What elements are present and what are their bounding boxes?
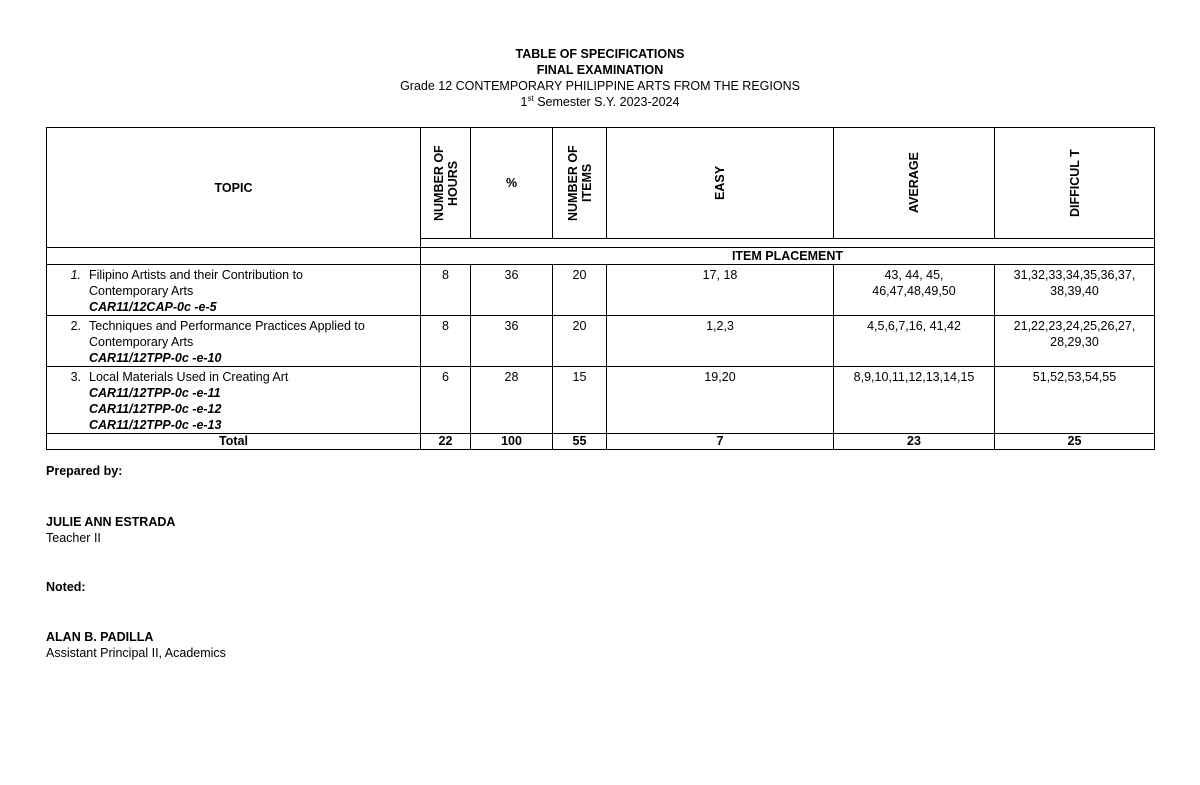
hours-cell: 8 <box>421 316 471 367</box>
col-topic: TOPIC <box>47 128 421 248</box>
doc-title: TABLE OF SPECIFICATIONS <box>515 47 685 61</box>
easy-cell: 19,20 <box>607 367 834 434</box>
semester-suffix: st <box>527 93 534 103</box>
col-difficult <box>995 128 1155 239</box>
average-cell <box>834 316 995 367</box>
col-easy-label: EASY <box>713 165 727 201</box>
difficult-line: 21,22,23,24,25,26,27, <box>1013 319 1136 333</box>
item-placement-row <box>47 248 1155 265</box>
col-easy <box>607 128 834 239</box>
difficult-cell <box>995 265 1155 316</box>
topic-number: 3. <box>70 370 81 384</box>
specifications-table <box>46 127 1155 450</box>
document-header <box>0 46 1200 110</box>
blank-topic-cell <box>47 248 421 265</box>
noted-label: Noted: <box>46 580 86 594</box>
col-difficult-label: DIFFICUL T <box>1067 149 1082 217</box>
difficult-line: 31,32,33,34,35,36,37, <box>1013 268 1136 282</box>
col-items-label: NUMBER OF ITEMS <box>565 145 594 221</box>
competency-code: CAR11/12TPP-0c -e-10 <box>89 351 222 365</box>
topic-title-cont: Contemporary Arts <box>89 284 194 298</box>
total-label: Total <box>47 434 421 450</box>
hours-cell: 8 <box>421 265 471 316</box>
total-average: 23 <box>834 434 995 450</box>
total-difficult: 25 <box>995 434 1155 450</box>
hours-cell: 6 <box>421 367 471 434</box>
prepared-by-label: Prepared by: <box>46 464 123 478</box>
average-cell: 8,9,10,11,12,13,14,15 <box>834 367 995 434</box>
difficult-cell: 51,52,53,54,55 <box>995 367 1155 434</box>
difficult-cell <box>995 316 1155 367</box>
total-hours: 22 <box>421 434 471 450</box>
table-row <box>47 316 1155 367</box>
average-line: 43, 44, 45, <box>884 268 944 282</box>
noter-name: ALAN B. PADILLA <box>46 630 154 644</box>
competency-code: CAR11/12TPP-0c -e-12 <box>89 402 222 416</box>
percent-cell: 36 <box>471 265 553 316</box>
table-row <box>47 367 1155 434</box>
topic-cell <box>47 265 421 316</box>
topic-title: Filipino Artists and their Contribution to <box>89 268 303 282</box>
exam-title: FINAL EXAMINATION <box>536 63 664 77</box>
topic-cell <box>47 367 421 434</box>
topic-number: 1. <box>70 268 81 282</box>
noter-title: Assistant Principal II, Academics <box>46 646 226 660</box>
total-items: 55 <box>553 434 607 450</box>
spacer-cell <box>421 239 1155 248</box>
average-line: 4,5,6,7,16, 41,42 <box>867 319 961 333</box>
topic-title: Techniques and Performance Practices Applied to <box>89 319 365 333</box>
items-cell: 20 <box>553 316 607 367</box>
semester-ordinal: 1 <box>520 95 528 109</box>
total-row <box>47 434 1155 450</box>
difficult-line: 28,29,30 <box>1050 335 1099 349</box>
easy-cell: 17, 18 <box>607 265 834 316</box>
competency-code: CAR11/12TPP-0c -e-13 <box>89 418 222 432</box>
total-percent: 100 <box>471 434 553 450</box>
semester-line <box>0 94 1200 110</box>
preparer-title: Teacher II <box>46 531 101 545</box>
col-items <box>553 128 607 239</box>
percent-cell: 28 <box>471 367 553 434</box>
competency-code: CAR11/12CAP-0c -e-5 <box>89 300 217 314</box>
easy-cell: 1,2,3 <box>607 316 834 367</box>
total-easy: 7 <box>607 434 834 450</box>
topic-number: 2. <box>70 319 81 333</box>
col-average-label: AVERAGE <box>907 152 921 214</box>
table-row <box>47 265 1155 316</box>
col-average <box>834 128 995 239</box>
col-percent: % <box>471 128 553 239</box>
col-hours <box>421 128 471 239</box>
item-placement-label: ITEM PLACEMENT <box>421 248 1155 265</box>
preparer-name: JULIE ANN ESTRADA <box>46 515 176 529</box>
topic-title-cont: Contemporary Arts <box>89 335 194 349</box>
average-cell <box>834 265 995 316</box>
percent-cell: 36 <box>471 316 553 367</box>
average-line: 46,47,48,49,50 <box>872 284 956 298</box>
difficult-line: 38,39,40 <box>1050 284 1099 298</box>
topic-title: Local Materials Used in Creating Art <box>89 370 289 384</box>
topic-cell <box>47 316 421 367</box>
semester-rest: Semester S.Y. 2023-2024 <box>533 95 680 109</box>
items-cell: 20 <box>553 265 607 316</box>
items-cell: 15 <box>553 367 607 434</box>
competency-code: CAR11/12TPP-0c -e-11 <box>89 386 221 400</box>
header-row <box>47 128 1155 239</box>
col-hours-label: NUMBER OF HOURS <box>431 145 460 221</box>
subject-title: Grade 12 CONTEMPORARY PHILIPPINE ARTS FROM THE REGIONS <box>400 79 800 93</box>
